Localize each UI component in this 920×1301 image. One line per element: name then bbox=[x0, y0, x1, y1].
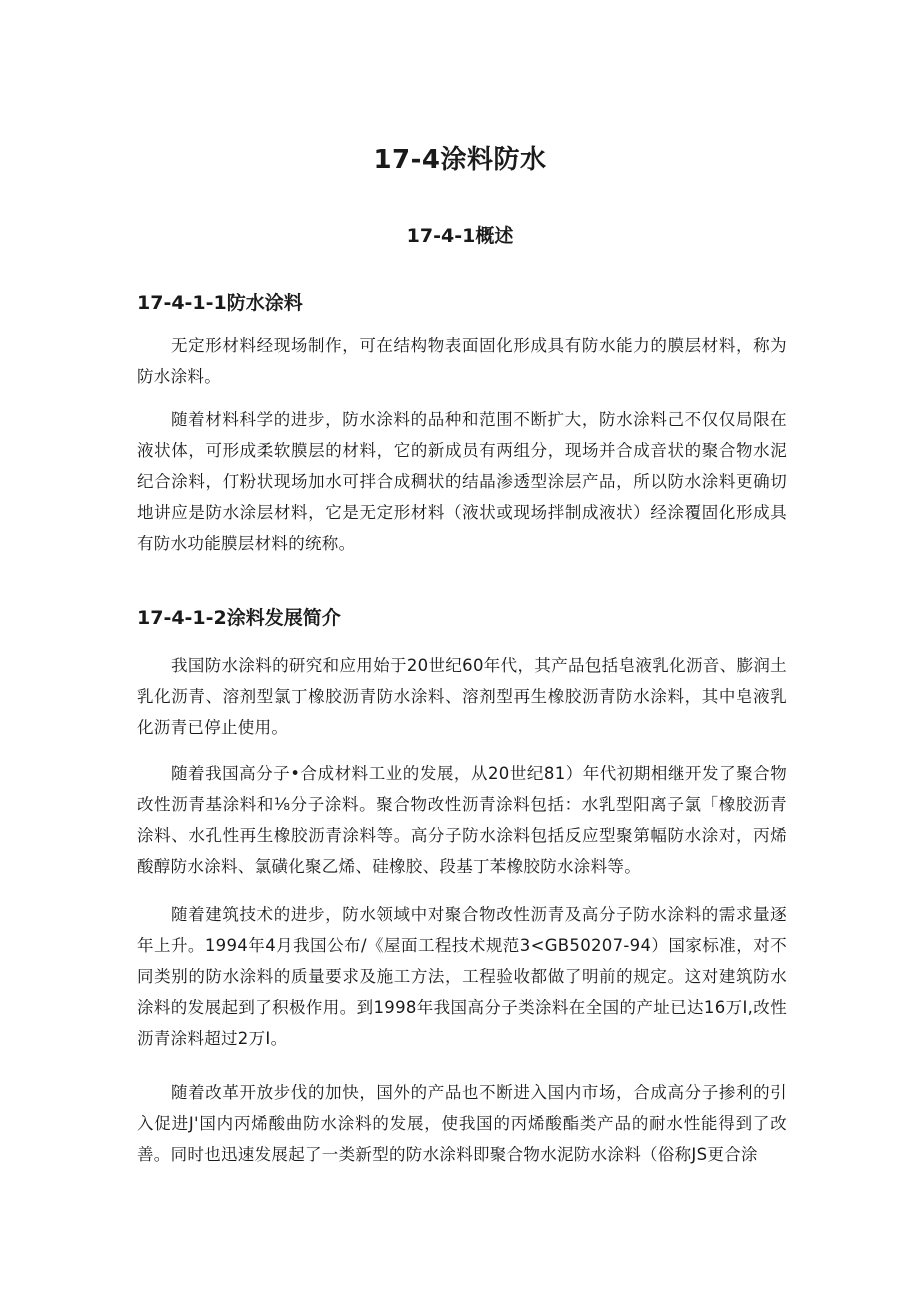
paragraph: 随着材料科学的进步，防水涂料的品种和范围不断扩大，防水涂料己不仅仅局限在液状体，可形成柔软膜层的材料，它的新成员有两组分，现场并合成音状的聚合物水泥纪合涂料，仃粉状现场加水可拌合成稠状的结晶渗透型涂层产品，所以防水涂料更确切地讲应是防水涂层材料，它是无定形材料（液状或现场拌制成液状）经涂覆固化形成具有防水功能膜层材料的统称。 bbox=[137, 410, 787, 553]
section-heading-waterproof-coating: 17-4-1-1防水涂料 bbox=[137, 292, 303, 314]
page-title: 17-4涂料防水 bbox=[373, 145, 547, 175]
section-subtitle: 17-4-1概述 bbox=[406, 225, 514, 247]
paragraph: 随着建筑技术的进步，防水领域中对聚合物改性沥青及高分子防水涂料的需求量逐年上升。1994年4月我国公布/《屋面工程技术规范3<GB50207-94）国家标准，对不同类别的防水涂料的质量要求及施工方法，工程验收都做了明前的规定。这对建筑防水涂料的发展起到了积极作用。到1998年我国高分子类涂料在全国的产址已达16万I,改性沥青涂料超过2万I。 bbox=[137, 905, 787, 1048]
paragraph: 我国防水涂料的研究和应用始于20世纪60年代，其产品包括皂液乳化沥音、膨润土乳化沥青、溶剂型氯丁橡胶沥青防水涂料、溶剂型再生橡胶沥青防水涂料，其中皂液乳化沥青已停止使用。 bbox=[137, 656, 787, 737]
paragraph: 随着改革开放步伐的加快，国外的产品也不断进入国内市场，合成高分子掺利的引入促进J'国内丙烯酸曲防水涂料的发展，使我国的丙烯酸酯类产品的耐水性能得到了改善。同时也迅速发展起了一类新型的防水涂料即聚合物水泥防水涂料（俗称JS更合涂 bbox=[137, 1083, 787, 1164]
paragraph: 无定形材料经现场制作，可在结构物表面固化形成具有防水能力的膜层材料，称为防水涂料。 bbox=[137, 336, 787, 386]
paragraph: 随着我国高分子•合成材料工业的发展，从20世纪81）年代初期相继开发了聚合物改性沥青基涂料和⅛分子涂料。聚合物改性沥青涂料包括：水乳型阳离子氯「橡胶沥青涂料、水孔性再生橡胶沥青涂料等。高分子防水涂料包括反应型聚第幅防水涂对，丙烯酸醇防水涂料、氯磺化聚乙烯、硅橡胶、段基丁苯橡胶防水涂料等。 bbox=[137, 764, 787, 876]
section-heading-coating-history: 17-4-1-2涂料发展简介 bbox=[137, 607, 341, 629]
